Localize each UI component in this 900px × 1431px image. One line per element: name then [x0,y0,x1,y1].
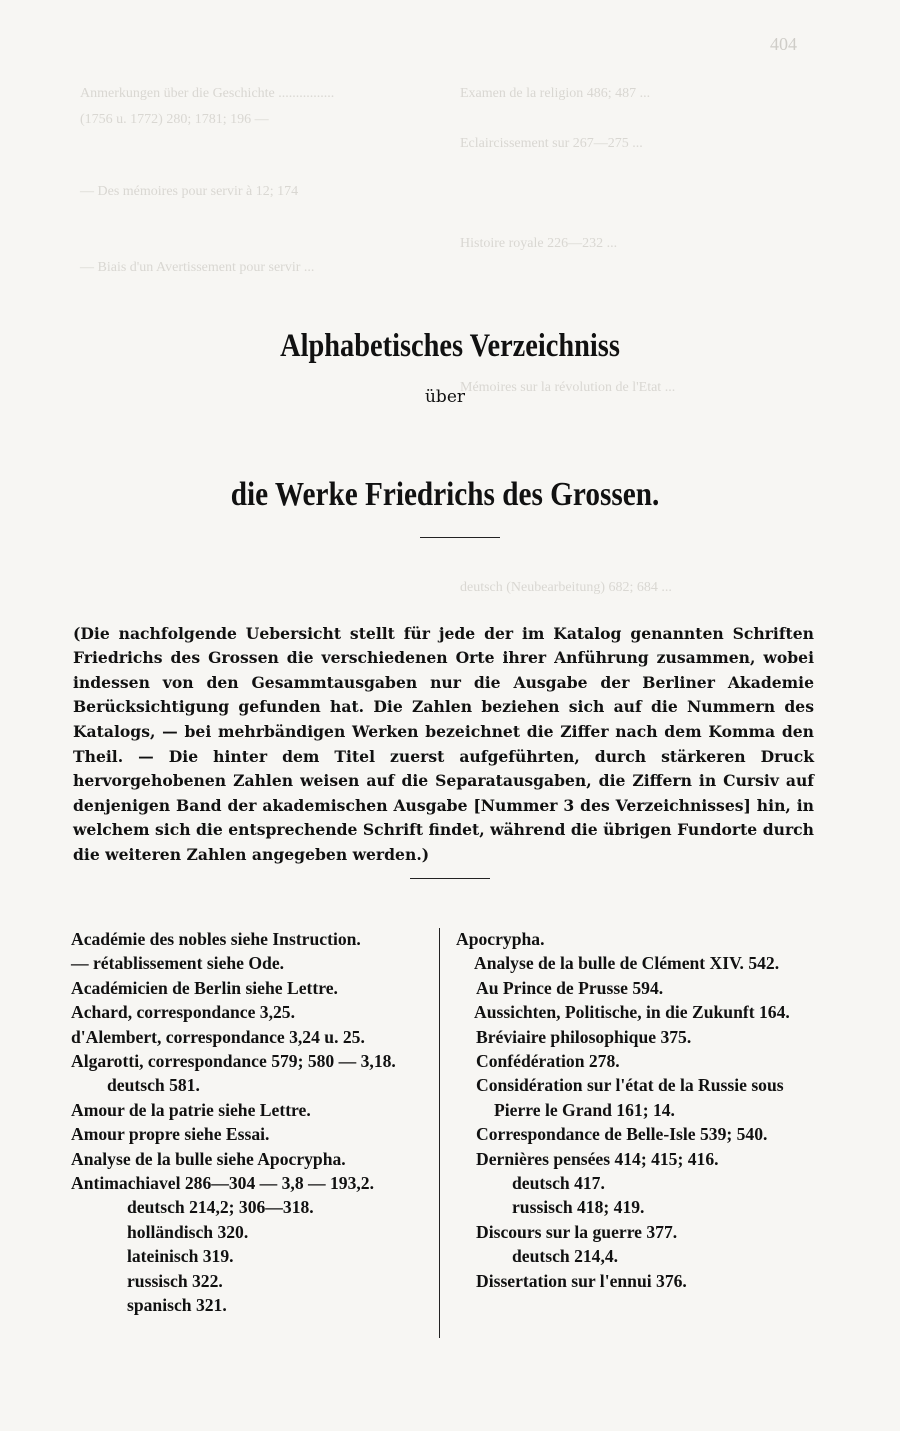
index-subentry: Correspondance de Belle-Isle 539; 540. [476,1124,768,1145]
index-entry: Antimachiavel 286—304 — 3,8 — 193,2. [71,1173,374,1194]
index-entry: Amour propre siehe Essai. [71,1124,270,1145]
index-entry: Académie des nobles siehe Instruction. [71,929,361,949]
bleed-through-text: Eclaircissement sur 267—275 ... [460,136,643,151]
bleed-through-text: — Des mémoires pour servir à 12; 174 [80,184,299,199]
index-subentry: Analyse de la bulle de Clément XIV. 542. [474,953,780,974]
index-subentry: spanisch 321. [127,1295,227,1316]
index-entry: Amour de la patrie siehe Lettre. [71,1099,311,1120]
index-subentry: russisch 418; 419. [512,1197,645,1218]
header-divider [420,537,500,538]
index-subentry: Aussichten, Politische, in die Zukunft 164. [474,1002,790,1023]
bleed-through-text: (1756 u. 1772) 280; 1781; 196 — [80,112,269,127]
page-title: Alphabetisches Verzeichniss [280,328,620,365]
intro-paragraph: (Die nachfolgende Uebersicht stellt für jede der im Katalog genannten Schriften Friedrichs des Grossen die verschiedenen Orte ihrer Anführung zusammen, wobei indessen von den Gesammtausgaben nur die Ausgabe der Berliner Akademie Berücksichtigung gefunden hat. Die Zahlen beziehen sich auf die Nummern des Katalogs, — bei mehrbändigen Werken bezeichnet die Ziffer nach dem Komma den Theil. — Die hinter dem Titel zuerst aufgeführten, durch stärkeren Druck hervorgehobenen Zahlen weisen auf die Separatausgaben, die Ziffern in Cursiv auf denjenigen Band der akademischen Ausgabe [Nummer 3 des Verzeichnisses] hin, in welchem sich die entsprechende Schrift findet, während die übrigen Fundorte durch die weiteren Zahlen angegeben werden.) [73,623,814,864]
bleed-through-text: Examen de la religion 486; 487 ... [460,86,651,101]
index-subentry: Confédération 278. [476,1051,620,1072]
index-entry: — rétablissement siehe Ode. [71,953,285,974]
index-subentry: deutsch 417. [512,1173,605,1194]
index-entry: Apocrypha. [456,929,545,949]
index-column-left [71,927,427,1318]
index-entry: d'Alembert, correspondance 3,24 u. 25. [71,1026,365,1047]
index-subentry: holländisch 320. [127,1221,249,1242]
bleed-through-text: Anmerkungen über die Geschichte ................ [80,86,335,101]
index-entry: Achard, correspondance 3,25. [71,1002,295,1023]
index-entry: Algarotti, correspondance 579; 580 — 3,18. [71,1051,396,1072]
bleed-through-text: deutsch (Neubearbeitung) 682; 684 ... [460,580,672,595]
index-subentry: deutsch 214,2; 306—318. [127,1197,314,1218]
bleed-through-text: Mémoires sur la révolution de l'Etat ... [460,380,676,395]
index-subentry: deutsch 581. [107,1075,200,1096]
index-subentry: Discours sur la guerre 377. [476,1221,678,1242]
bleed-through-text: — Biais d'un Avertissement pour servir ... [80,260,315,275]
column-divider [439,928,440,1338]
index-subentry: deutsch 214,4. [512,1246,619,1267]
page-subtitle: die Werke Friedrichs des Grossen. [230,476,660,514]
index-subentry: Bréviaire philosophique 375. [476,1026,692,1047]
index-subentry: Dernières pensées 414; 415; 416. [476,1148,719,1169]
index-subentry: lateinisch 319. [127,1246,234,1267]
bleed-through-text: Histoire royale 226—232 ... [460,236,618,251]
index-subentry: Considération sur l'état de la Russie sous Pierre le Grand 161; 14. [476,1075,784,1120]
intro-divider [410,878,490,879]
index-subentry: russisch 322. [127,1270,223,1291]
title-connector: über [424,387,466,407]
index-subentry: Au Prince de Prusse 594. [476,977,664,998]
bleed-through-page-number: 404 [770,34,797,54]
index-entry: Académicien de Berlin siehe Lettre. [71,977,338,998]
index-entry: Analyse de la bulle siehe Apocrypha. [71,1148,346,1169]
index-column-right [456,927,818,1293]
index-subentry: Dissertation sur l'ennui 376. [476,1270,687,1291]
